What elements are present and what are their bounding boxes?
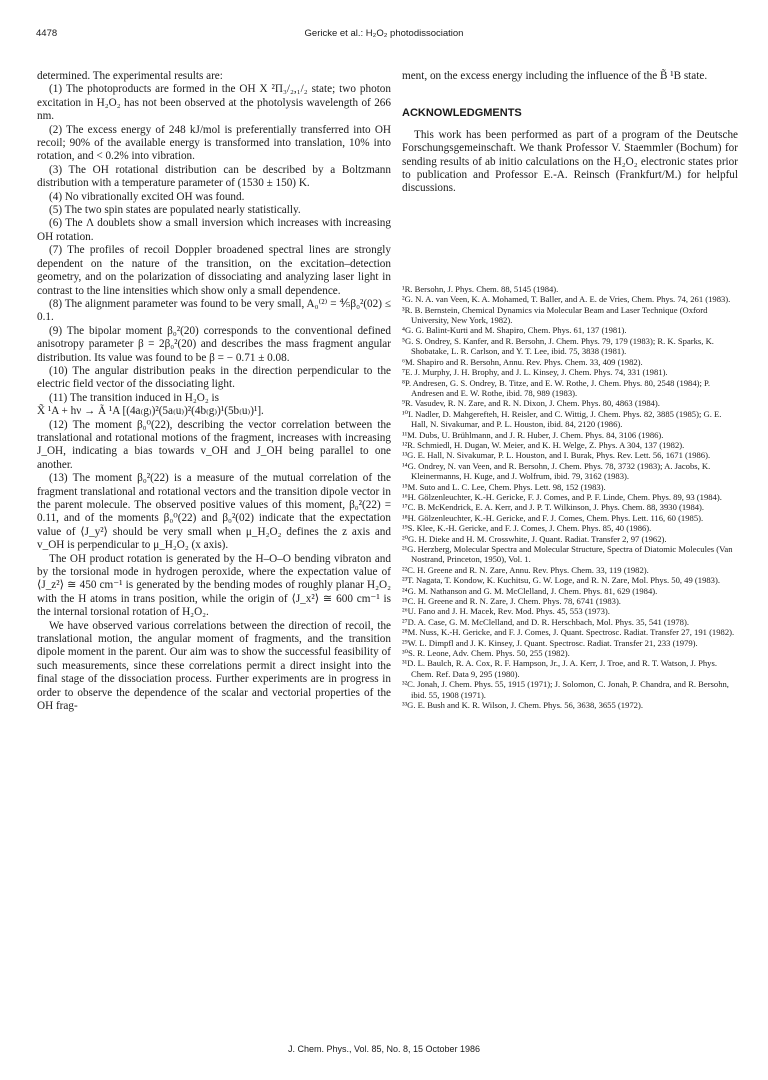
reference: ²⁶U. Fano and J. H. Macek, Rev. Mod. Phys. 45, 553 (1973).	[402, 606, 610, 617]
result-11: (11) The transition induced in H₂O₂ is	[49, 391, 219, 404]
reference: ³¹D. L. Baulch, R. A. Cox, R. F. Hampson, Jr., J. A. Kerr, J. Troe, and R. T. Watson, J. Phys. Chem. Ref. Data 9, 295 (1980).	[402, 658, 717, 679]
result-10: (10) The angular distribution peaks in the direction perpendicular to the electric field vector of the dissociating light.	[37, 364, 391, 391]
reference: ¹⁶H. Gölzenleuchter, K.-H. Gericke, F. J. Comes, and P. F. Linde, Chem. Phys. 89, 93 (1984).	[402, 491, 722, 502]
result-12: (12) The moment β₀⁰(22), describing the vector correlation between the translational and rotational motions of the fragment, increases with increasing J_OH, indicating a bias towards v_OH and J_OH being parallel to one another.	[37, 418, 391, 471]
reference-list	[402, 284, 738, 711]
reference: ²⁹W. L. Dimpfl and J. K. Kinsey, J. Quant. Spectrosc. Radiat. Transfer 21, 233 (1979).	[402, 637, 698, 648]
result-3: (3) The OH rotational distribution can be described by a Boltzmann distribution with a temperature parameter of (1530 ± 150) K.	[37, 163, 391, 190]
left-column	[37, 70, 391, 714]
page-header	[0, 28, 768, 44]
reference: ¹⁷C. B. McKendrick, E. A. Kerr, and J. P. T. Wilkinson, J. Phys. Chem. 88, 3930 (1984).	[402, 502, 705, 513]
reference: ²⁰G. H. Dieke and H. M. Crosswhite, J. Quant. Radiat. Transfer 2, 97 (1962).	[402, 533, 667, 544]
result-5: (5) The two spin states are populated nearly statistically.	[49, 204, 301, 217]
running-title: Gericke et al.: H₂O₂ photodissociation	[304, 28, 464, 39]
reference: ²¹G. Herzberg, Molecular Spectra and Molecular Structure, Spectra of Diatomic Molecules (Van Nostrand, Princeton, 1950), Vol. 1.	[402, 544, 733, 565]
reference: ²⁵C. H. Greene and R. N. Zare, J. Chem. Phys. 78, 6741 (1983).	[402, 596, 621, 607]
reference: ¹⁴G. Ondrey, N. van Veen, and R. Bersohn, J. Chem. Phys. 78, 3732 (1983); A. Jacobs, K. Kleinermanns, H. Kuge, and J. Wolfrum, ibid. 79, 3162 (1983).	[402, 460, 711, 482]
reference: ⁷E. J. Murphy, J. H. Brophy, and J. L. Kinsey, J. Chem. Phys. 74, 331 (1981).	[402, 367, 668, 378]
reference: ³R. B. Bernstein, Chemical Dynamics via Molecular Beam and Laser Technique (Oxford University, New York, 1982).	[402, 304, 708, 326]
reference: ²G. N. A. van Veen, K. A. Mohamed, T. Baller, and A. E. de Vries, Chem. Phys. 74, 261 (1983).	[402, 294, 731, 305]
paragraph: ment, on the excess energy including the influence of the B̃ ¹B state.	[402, 70, 708, 82]
paragraph: The OH product rotation is generated by the H–O–O bending vibraton and by the torsional mode in hydrogen peroxide, where the expectation value of ⟨J_z²⟩ ≅ 450 cm⁻¹ is generated by the bending modes of roughly planar H₂O₂ with the H atoms in trans position, while the origin of ⟨J_x²⟩ ≅ 600 cm⁻¹ is the internal torsional rotation of H₂O₂.	[37, 552, 391, 619]
transition-formula: X̃ ¹A + hν → Ã ¹A [(4a₍g₎)²(5a₍u₎)²(4b₍g₎)¹(5b₍u₎)¹].	[37, 405, 264, 418]
reference: ⁸P. Andresen, G. S. Ondrey, B. Titze, and E. W. Rothe, J. Chem. Phys. 80, 2548 (1984); P. Andresen and E. W. Rothe, ibid. 78, 989 (1983).	[402, 377, 711, 398]
reference: ¹⁹S. Klee, K.-H. Gericke, and F. J. Comes, J. Chem. Phys. 85, 40 (1986).	[402, 523, 652, 534]
reference: ¹⁰I. Nadler, D. Mahgerefteh, H. Reisler, and C. Wittig, J. Chem. Phys. 82, 3885 (1985); G. E. Hall, N. Sivakumar, and P. L. Houston, ibid. 84, 2120 (1986).	[402, 408, 722, 430]
right-column	[402, 70, 738, 711]
reference: ⁹R. Vasudev, R. N. Zare, and R. N. Dixon, J. Chem. Phys. 80, 4863 (1984).	[402, 398, 660, 409]
result-9: (9) The bipolar moment β₀²(20) corresponds to the conventional defined anisotropy parameter β = 2β₀²(20) and describes the mass fragment angular distribution. Its value was found to be β = − 0.71 ± 0.08.	[37, 324, 391, 364]
acknowledgments-heading: ACKNOWLEDGMENTS	[402, 107, 522, 120]
reference: ¹⁸H. Gölzenleuchter, K.-H. Gericke, and F. J. Comes, Chem. Phys. Lett. 116, 60 (1985).	[402, 512, 704, 523]
paragraph: We have observed various correlations between the direction of recoil, the translational motion, the angular moment of fragments, and the transition dipole moment in the parent. Our aim was to show the successful feasibility of such measurements, since these correlations permit a direct insight into the final stage of the dissociation process. Further experiments are in progress in order to observe the dependence of the scalar and vectorial properties of the OH frag-	[37, 619, 391, 713]
result-7: (7) The profiles of recoil Doppler broadened spectral lines are strongly dependent on the nature of the transition, on the excitation–detection geometry, and on the polarization of dissociating and analyzing laser light in contrast to the line intensities which show only a small dependence.	[37, 244, 391, 297]
reference: ²⁸M. Nuss, K.-H. Gericke, and F. J. Comes, J. Quant. Spectrosc. Radiat. Transfer 27, 191 (1982).	[402, 627, 735, 638]
journal-footer: J. Chem. Phys., Vol. 85, No. 8, 15 October 1986	[287, 1044, 481, 1054]
result-13: (13) The moment β₀²(22) is a measure of the mutual correlation of the fragment translational and rotational vectors and the transition dipole vector in the parent molecule. The observed positive values of this moment, β₀²(22) = 0.11, and of the moments β₀⁰(22) and β₀²(02) indicate that the expectation value of ⟨J_y²⟩ should be very small when μ_H₂O₂ defines the z axis and v_OH is perpendicular to μ_H₂O₂ (x axis).	[37, 472, 391, 552]
reference: ³²C. Jonah, J. Chem. Phys. 55, 1915 (1971); J. Solomon, C. Jonah, P. Chandra, and R. Bersohn, ibid. 55, 1908 (1971).	[402, 679, 729, 700]
reference: ⁴G. G. Balint-Kurti and M. Shapiro, Chem. Phys. 61, 137 (1981).	[402, 325, 627, 336]
reference: ⁵G. S. Ondrey, S. Kanfer, and R. Bersohn, J. Chem. Phys. 79, 179 (1983); R. K. Sparks, K. Shobatake, L. R. Carlson, and Y. T. Lee, ibid. 75, 3838 (1981).	[402, 335, 714, 357]
result-4: (4) No vibrationally excited OH was found.	[49, 190, 245, 203]
reference: ²²C. H. Greene and R. N. Zare, Annu. Rev. Phys. Chem. 33, 119 (1982).	[402, 564, 649, 575]
reference: ¹²R. Schmiedl, H. Dugan, W. Meier, and K. H. Welge, Z. Phys. A 304, 137 (1982).	[402, 439, 685, 450]
reference: ²⁷D. A. Case, G. M. McClelland, and D. R. Herschbach, Mol. Phys. 35, 541 (1978).	[402, 616, 689, 627]
result-8: (8) The alignment parameter was found to be very small, A₀⁽²⁾ = ⅘β₀²(02) ≤ 0.1.	[37, 297, 391, 324]
paragraph: determined. The experimental results are:	[37, 70, 223, 82]
reference: ²⁴G. M. Nathanson and G. M. McClelland, J. Chem. Phys. 81, 629 (1984).	[402, 585, 658, 596]
reference: ¹⁵M. Suto and L. C. Lee, Chem. Phys. Lett. 98, 152 (1983).	[402, 481, 606, 492]
reference: ⁶M. Shapiro and R. Bersohn, Annu. Rev. Phys. Chem. 33, 409 (1982).	[402, 356, 643, 367]
reference: ¹R. Bersohn, J. Phys. Chem. 88, 5145 (1984).	[402, 283, 559, 294]
reference: ¹³G. E. Hall, N. Sivakumar, P. L. Houston, and I. Burak, Phys. Rev. Lett. 56, 1671 (1986).	[402, 450, 711, 461]
reference: ¹¹M. Dubs, U. Brühlmann, and J. R. Huber, J. Chem. Phys. 84, 3106 (1986).	[402, 429, 664, 440]
page-number: 4478	[36, 28, 58, 39]
reference: ³³G. E. Bush and K. R. Wilson, J. Chem. Phys. 56, 3638, 3655 (1972).	[402, 700, 643, 711]
reference: ²³T. Nagata, T. Kondow, K. Kuchitsu, G. W. Loge, and R. N. Zare, Mol. Phys. 50, 49 (1983).	[402, 575, 720, 586]
result-6: (6) The Λ doublets show a small inversion which increases with increasing OH rotation.	[37, 217, 391, 243]
reference: ³⁰S. R. Leone, Adv. Chem. Phys. 50, 255 (1982).	[402, 648, 570, 659]
result-2: (2) The excess energy of 248 kJ/mol is preferentially transferred into OH recoil; 90% of the available energy is transformed into translation, 10% into rotation, and < 0.2% into vibration.	[37, 123, 391, 163]
acknowledgments-text: This work has been performed as part of a program of the Deutsche Forschungsgemeinschaft. We thank Professor V. Staemmler (Bochum) for sending results of ab initio calculations on the H₂O₂ electronic states prior to publication and Professor E.-A. Reinsch (Frankfurt/M.) for helpful discussions.	[402, 128, 738, 195]
result-1: (1) The photoproducts are formed in the OH X ²Π₃/₂,₁/₂ state; two photon excitation in H₂O₂ has not been observed at the photolysis wavelength of 266 nm.	[37, 83, 391, 123]
